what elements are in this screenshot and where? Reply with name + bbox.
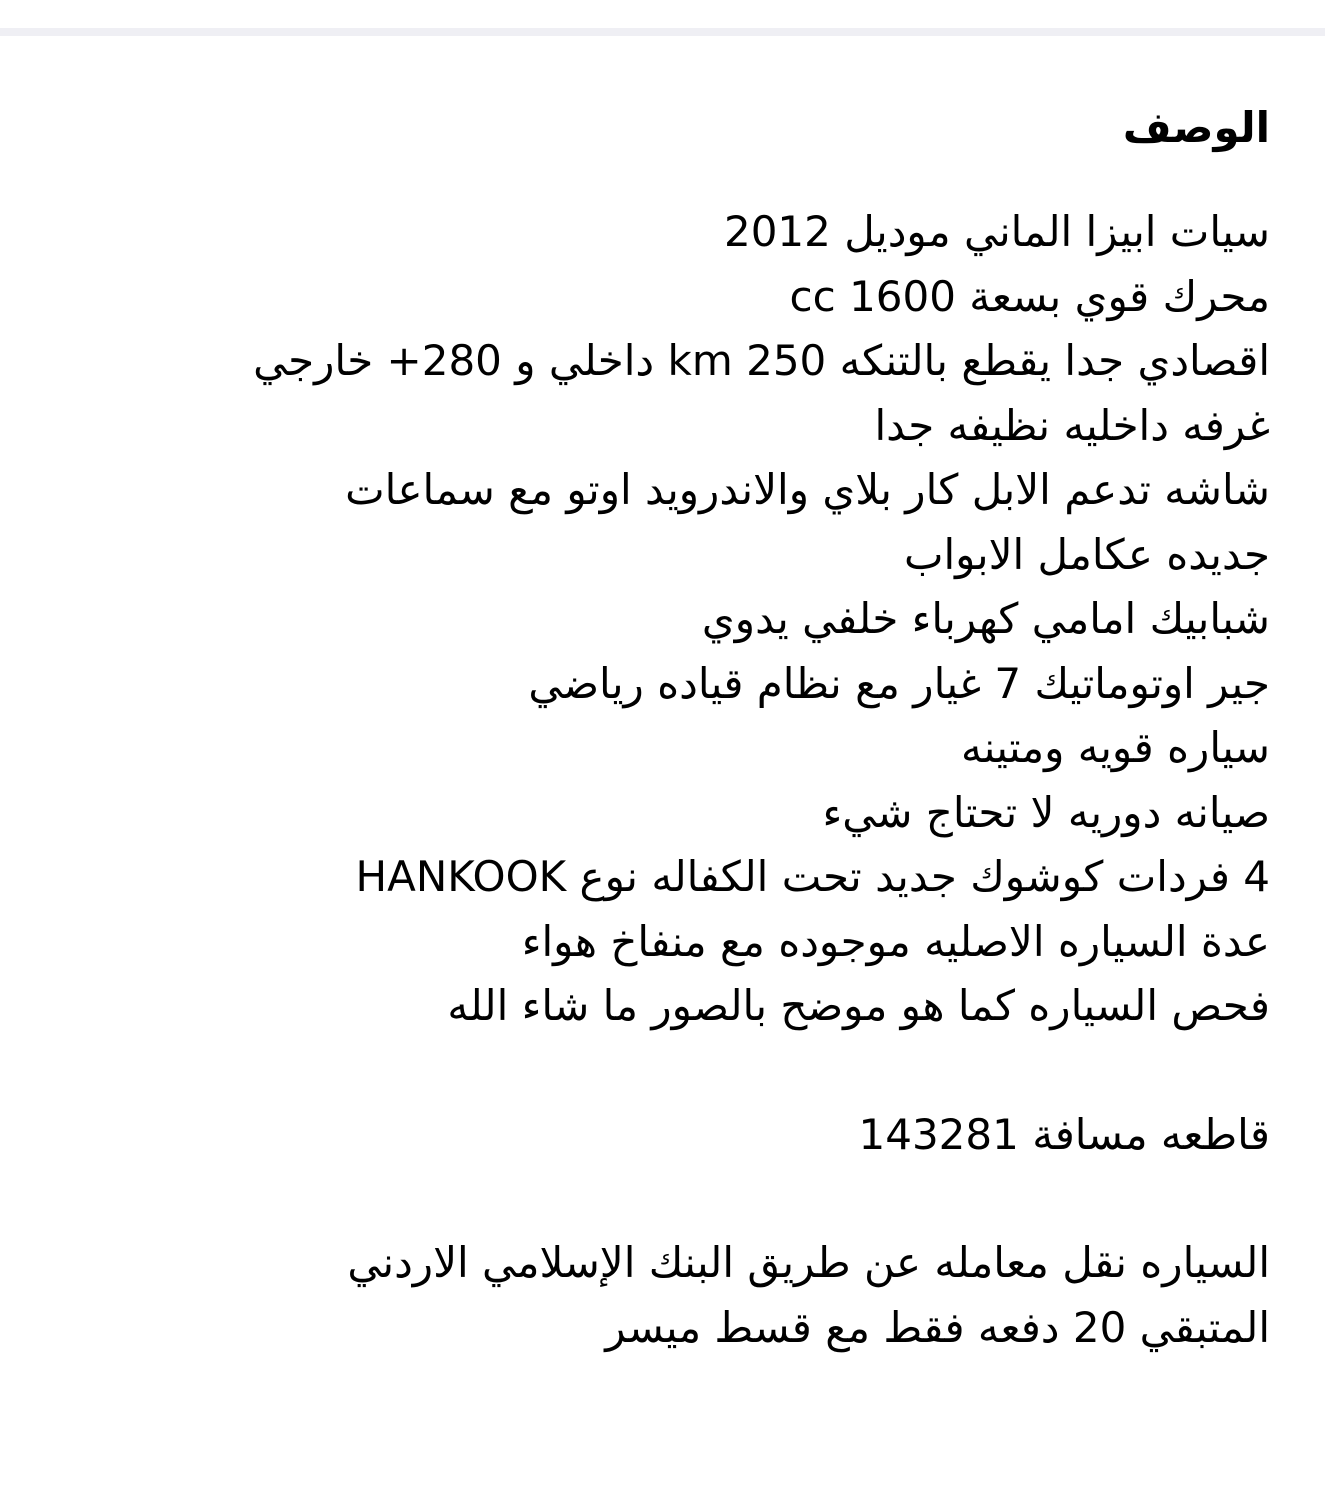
description-line: عدة السياره الاصليه موجوده مع منفاخ هواء [521,916,1270,966]
description-paragraph-mileage [70,1103,1270,1168]
description-line: جديده عكامل الابواب [903,529,1270,579]
description-line: 4 فردات كوشوك جديد تحت الكفاله نوع HANKOOK [355,852,1270,901]
description-paragraph-transfer [70,1231,1270,1360]
mileage-line: قاطعه مسافة 143281 [858,1109,1270,1159]
description-line: سياره قويه ومتينه [961,723,1270,772]
description-line: غرفه داخليه نظيفه جدا [874,400,1270,450]
description-line: شاشه تدعم الابل كار بلاي والاندرويد اوتو مع سماعات [345,465,1270,514]
description-line: اقصادي جدا يقطع بالتنكه 250 km داخلي و 280+ خارجي [253,336,1270,385]
description-section [70,96,1270,1360]
description-line: المتبقي 20 دفعه فقط مع قسط ميسر [605,1302,1270,1352]
description-line: السياره نقل معامله عن طريق البنك الإسلامي الاردني [347,1238,1270,1287]
description-line: صيانه دوريه لا تحتاج شيء [822,787,1270,837]
top-bar [0,0,1325,36]
paragraph-spacer [70,1039,1270,1103]
section-title: الوصف [1122,103,1270,152]
description-line: جير اوتوماتيك 7 غيار مع نظام قياده رياضي [528,658,1270,708]
description-paragraph-main [70,200,1270,1039]
description-line: فحص السياره كما هو موضح بالصور ما شاء الله [447,981,1270,1030]
paragraph-spacer [70,1167,1270,1231]
description-line: شبابيك امامي كهرباء خلفي يدوي [701,594,1270,643]
description-line: سيات ابيزا الماني موديل 2012 [723,207,1270,256]
description-line: محرك قوي بسعة 1600 cc [789,271,1270,321]
